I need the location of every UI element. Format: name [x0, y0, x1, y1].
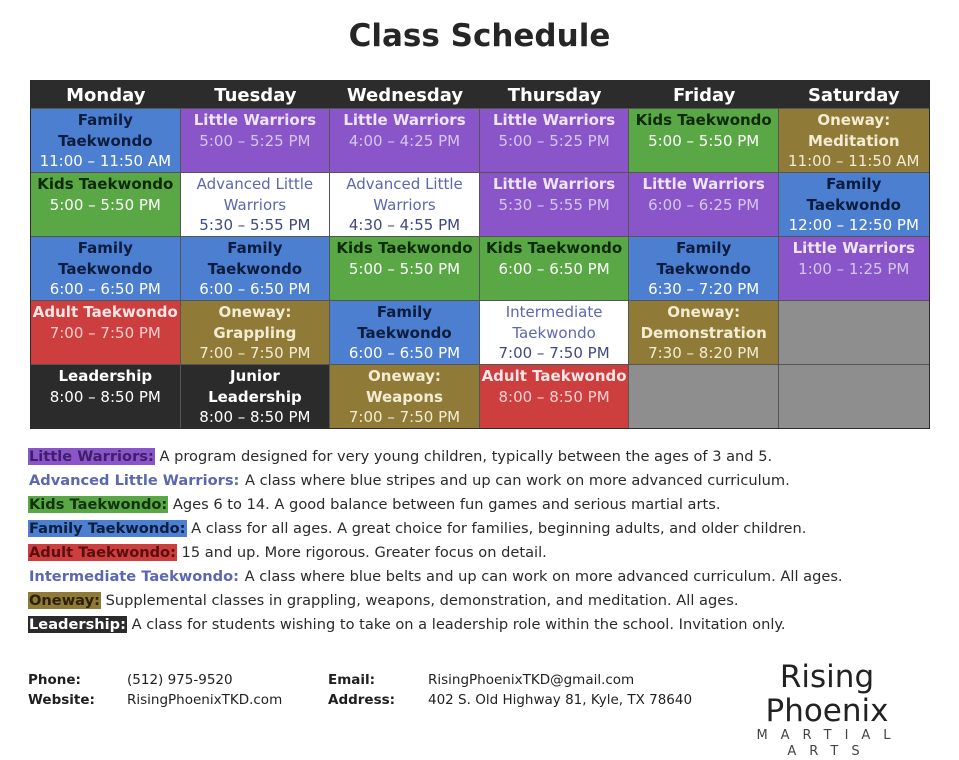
class-time: 7:00 – 7:50 PM [498, 344, 610, 362]
day-header-friday: Friday [672, 85, 736, 106]
class-name: Junior Leadership [208, 367, 302, 406]
legend-term: Leadership: [29, 616, 126, 633]
class-cell [31, 237, 181, 300]
class-time: 11:00 – 11:50 AM [39, 152, 172, 170]
class-time: 5:30 – 5:55 PM [498, 195, 610, 214]
class-name: Family Taekwondo [207, 239, 303, 278]
empty-cell [779, 365, 929, 428]
class-name: Oneway: Weapons [366, 367, 443, 406]
day-header-monday: Monday [66, 85, 146, 106]
class-name: Little Warriors [492, 111, 616, 129]
class-time: 6:00 – 6:50 PM [348, 344, 461, 362]
class-name: Kids Taekwondo [336, 239, 473, 257]
schedule-header-row [31, 81, 929, 108]
class-cell [330, 301, 480, 364]
class-name: Little Warriors [193, 111, 317, 129]
class-name: Adult Taekwondo [481, 367, 627, 385]
class-cell [330, 237, 480, 300]
schedule-body [31, 108, 929, 428]
class-name: Kids Taekwondo [486, 239, 623, 257]
brand-subtitle: MARTIAL ARTS [756, 728, 904, 759]
class-name: Leadership [58, 367, 153, 385]
class-time: 4:30 – 4:55 PM [348, 216, 461, 234]
class-cell [779, 237, 929, 300]
day-header-wednesday: Wednesday [346, 85, 464, 106]
class-cell [330, 173, 480, 236]
schedule-row [31, 108, 929, 172]
legend-term: Oneway: [29, 592, 100, 609]
phone-label: Phone: [28, 672, 81, 688]
class-time: 11:00 – 11:50 AM [788, 152, 920, 170]
class-cell [330, 109, 480, 172]
class-cell [181, 173, 331, 236]
legend-item [28, 518, 933, 542]
class-name: Oneway: Grappling [213, 303, 297, 342]
legend-item [28, 614, 933, 638]
class-name: Adult Taekwondo [32, 303, 178, 321]
class-name: Advanced Little Warriors [346, 175, 463, 214]
class-name: Intermediate Taekwondo [505, 303, 603, 342]
legend-item [28, 446, 933, 470]
class-time: 5:00 – 5:50 PM [49, 195, 161, 214]
legend-term: Adult Taekwondo: [29, 544, 176, 561]
legend-description: A class for all ages. A great choice for families, beginning adults, and older children. [186, 520, 807, 537]
class-legend [28, 446, 933, 638]
class-cell [330, 365, 480, 428]
class-cell [480, 237, 630, 300]
class-cell [181, 109, 331, 172]
address-value: 402 S. Old Highway 81, Kyle, TX 78640 [428, 692, 693, 708]
schedule-row [31, 236, 929, 300]
schedule-table [30, 80, 930, 429]
legend-item [28, 542, 933, 566]
class-name: Kids Taekwondo [635, 111, 772, 129]
class-time: 4:00 – 4:25 PM [348, 131, 461, 150]
class-name: Little Warriors [642, 175, 765, 193]
class-name: Family Taekwondo [58, 239, 153, 278]
class-cell [480, 365, 630, 428]
empty-cell [629, 365, 779, 428]
class-time: 5:00 – 5:50 PM [648, 131, 760, 150]
brand-name: Rising Phoenix [765, 659, 889, 729]
legend-term: Advanced Little Warriors: [29, 472, 240, 489]
schedule-row [31, 364, 929, 428]
class-time: 8:00 – 8:50 PM [49, 387, 161, 406]
class-name: Kids Taekwondo [37, 175, 174, 193]
class-cell [480, 173, 630, 236]
schedule-row [31, 172, 929, 236]
class-cell [629, 173, 779, 236]
class-name: Oneway: Meditation [807, 111, 900, 150]
class-cell [629, 109, 779, 172]
footer-contact-left [28, 670, 282, 710]
legend-item [28, 470, 933, 494]
brand-logo [722, 660, 932, 760]
class-cell [31, 173, 181, 236]
class-cell [31, 109, 181, 172]
class-time: 6:00 – 6:50 PM [498, 259, 610, 278]
class-cell [779, 173, 929, 236]
class-name: Little Warriors [343, 111, 466, 129]
legend-description: A class where blue stripes and up can work on more advanced curriculum. [240, 472, 790, 489]
class-cell [629, 237, 779, 300]
email-label: Email: [328, 672, 376, 688]
class-cell [181, 237, 331, 300]
footer-contact-right [328, 670, 692, 710]
class-name: Family Taekwondo [656, 239, 751, 278]
legend-term: Kids Taekwondo: [29, 496, 168, 513]
class-name: Little Warriors [492, 175, 616, 193]
class-name: Family Taekwondo [58, 111, 153, 150]
class-name: Oneway: Demonstration [640, 303, 767, 342]
class-time: 8:00 – 8:50 PM [498, 387, 610, 406]
class-name: Family Taekwondo [357, 303, 452, 342]
legend-item [28, 590, 933, 614]
day-header-tuesday: Tuesday [214, 85, 297, 106]
class-time: 5:00 – 5:25 PM [199, 131, 311, 150]
class-cell [629, 301, 779, 364]
class-time: 7:00 – 7:50 PM [199, 344, 311, 362]
class-name: Advanced Little Warriors [196, 175, 314, 214]
website-label: Website: [28, 692, 95, 708]
class-time: 8:00 – 8:50 PM [199, 408, 311, 426]
address-label: Address: [328, 692, 396, 708]
class-time: 6:00 – 6:25 PM [648, 195, 760, 214]
phone-value: (512) 975-9520 [127, 672, 233, 688]
legend-term: Intermediate Taekwondo: [29, 568, 239, 585]
class-cell [480, 109, 630, 172]
class-time: 6:00 – 6:50 PM [49, 280, 161, 298]
legend-item [28, 566, 933, 590]
class-time: 6:00 – 6:50 PM [199, 280, 311, 298]
class-name: Little Warriors [792, 239, 915, 257]
class-cell [480, 301, 630, 364]
day-header-thursday: Thursday [507, 85, 602, 106]
legend-term: Family Taekwondo: [29, 520, 186, 537]
class-cell [31, 365, 181, 428]
class-time: 5:30 – 5:55 PM [199, 216, 311, 234]
class-cell [181, 365, 331, 428]
legend-description: A class for students wishing to take on a leadership role within the school. Invitation only. [126, 616, 786, 633]
legend-term: Little Warriors: [29, 448, 154, 465]
empty-cell [779, 301, 929, 364]
class-time: 5:00 – 5:50 PM [348, 259, 461, 278]
website-value: RisingPhoenixTKD.com [127, 692, 283, 708]
class-time: 5:00 – 5:25 PM [498, 131, 610, 150]
page-title: Class Schedule [348, 18, 611, 54]
legend-description: A class where blue belts and up can work on more advanced curriculum. All ages. [239, 568, 843, 585]
day-header-saturday: Saturday [807, 85, 900, 106]
email-value: RisingPhoenixTKD@gmail.com [428, 672, 635, 688]
class-time: 7:00 – 7:50 PM [348, 408, 461, 426]
class-cell [181, 301, 331, 364]
schedule-row [31, 300, 929, 364]
class-name: Family Taekwondo [806, 175, 901, 214]
class-time: 1:00 – 1:25 PM [798, 259, 910, 278]
class-cell [779, 109, 929, 172]
legend-description: Ages 6 to 14. A good balance between fun games and serious martial arts. [168, 496, 721, 513]
class-time: 12:00 – 12:50 PM [788, 216, 919, 234]
class-time: 7:00 – 7:50 PM [49, 323, 161, 342]
class-time: 6:30 – 7:20 PM [648, 280, 760, 298]
class-time: 7:30 – 8:20 PM [648, 344, 760, 362]
legend-item [28, 494, 933, 518]
class-cell [31, 301, 181, 364]
legend-description: Supplemental classes in grappling, weapons, demonstration, and meditation. All ages. [100, 592, 739, 609]
legend-description: 15 and up. More rigorous. Greater focus on detail. [176, 544, 547, 561]
legend-description: A program designed for very young children, typically between the ages of 3 and 5. [154, 448, 773, 465]
